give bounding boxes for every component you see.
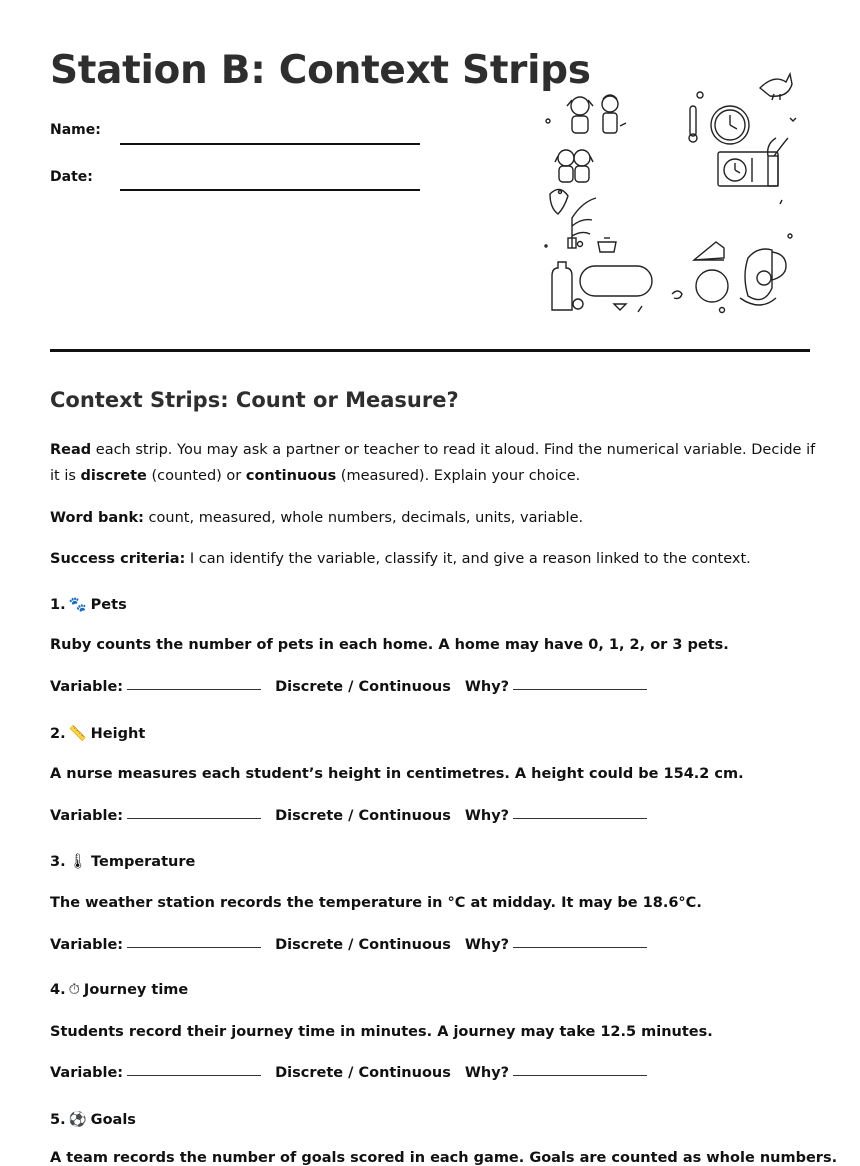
clock-icon [711,106,749,144]
name-label: Name: [50,122,101,138]
discrete-continuous-choice[interactable]: Discrete / Continuous [275,679,451,695]
strip-text: A nurse measures each student’s height in centimetres. A height could be 154.2 cm. [50,766,744,782]
why-input[interactable] [513,1075,647,1076]
variable-label: Variable: [50,1065,124,1081]
strip-title [50,1111,136,1128]
response-row [50,1065,647,1081]
pets-children-icon [546,95,626,133]
why-label: Why? [464,1065,510,1081]
shoe-ball-icon [672,242,728,313]
strip-number: 1. [50,597,66,613]
strip-number: 3. [50,854,66,870]
success-criteria-label: Success criteria: [50,551,186,567]
section-heading: Context Strips: Count or Measure? [50,388,459,412]
instructions-text-2: (counted) or [146,468,246,484]
strip-title [50,853,195,870]
word-bank-label: Word bank: [50,510,144,526]
why-input[interactable] [513,818,647,819]
strip-title-text: Journey time [83,982,189,998]
bird-icon [760,74,796,121]
variable-label: Variable: [50,679,124,695]
jug-icon [740,200,792,305]
why-input[interactable] [513,689,647,690]
success-criteria-text: I can identify the variable, classify it, and give a reason linked to the context. [185,551,751,567]
strip-title [50,725,145,742]
dogs-icon [555,150,593,182]
why-label: Why? [464,937,510,953]
strip-title-text: Height [90,726,146,742]
why-label: Why? [464,679,510,695]
paw-icon: 🐾 [68,597,87,613]
mantel-clock-icon [718,138,788,186]
variable-label: Variable: [50,937,124,953]
date-label: Date: [50,169,93,185]
variable-input[interactable] [127,689,261,690]
discrete-continuous-choice[interactable]: Discrete / Continuous [275,808,451,824]
page-title: Station B: Context Strips [50,48,591,93]
strip-number: 2. [50,726,66,742]
word-bank-text: count, measured, whole numbers, decimals, units, variable. [143,510,584,526]
instructions-text-1: each strip. You may ask a partner or teacher to read it aloud. Find the numerical variable. Decide if it is [50,442,816,484]
variable-input[interactable] [127,947,261,948]
strip-text: Students record their journey time in minutes. A journey may take 12.5 minutes. [50,1024,713,1040]
why-label: Why? [464,808,510,824]
discrete-continuous-choice[interactable]: Discrete / Continuous [275,937,451,953]
strip-title [50,982,188,998]
header-divider [50,349,810,352]
strip-number: 4. [50,982,66,998]
variable-input[interactable] [127,818,261,819]
response-row [50,937,647,953]
vase-oval-icon [552,262,652,312]
strip-text: Ruby counts the number of pets in each home. A home may have 0, 1, 2, or 3 pets. [50,637,729,653]
date-field[interactable] [120,189,420,191]
continuous-bold: continuous [245,468,337,484]
stopwatch-icon: ⏱ [68,982,80,998]
response-row [50,808,647,824]
discrete-continuous-choice[interactable]: Discrete / Continuous [275,1065,451,1081]
pot-icon [598,238,616,252]
strip-text: A team records the number of goals scored in each game. Goals are counted as whole numbers. [50,1150,838,1166]
instructions-text-3: (measured). Explain your choice. [336,468,581,484]
strip-title-text: Pets [90,597,127,613]
parrot-plant-icon [545,189,596,248]
ruler-icon: 📏 [68,726,87,742]
why-input[interactable] [513,947,647,948]
strip-text: The weather station records the temperature in °C at midday. It may be 18.6°C. [50,895,702,911]
strip-title [50,596,127,613]
success-criteria [50,546,820,572]
variable-label: Variable: [50,808,124,824]
strip-title-text: Temperature [91,854,196,870]
response-row [50,679,647,695]
strip-title-text: Goals [90,1112,136,1128]
soccer-ball-icon: ⚽ [68,1112,87,1128]
context-illustration [538,66,808,318]
name-field[interactable] [120,143,420,145]
thermometer-icon [689,92,703,142]
thermometer-icon: 🌡 [68,854,88,870]
instructions [50,437,820,489]
variable-input[interactable] [127,1075,261,1076]
discrete-bold: discrete [80,468,147,484]
word-bank [50,505,820,531]
strip-number: 5. [50,1112,66,1128]
read-bold: Read [50,442,92,458]
